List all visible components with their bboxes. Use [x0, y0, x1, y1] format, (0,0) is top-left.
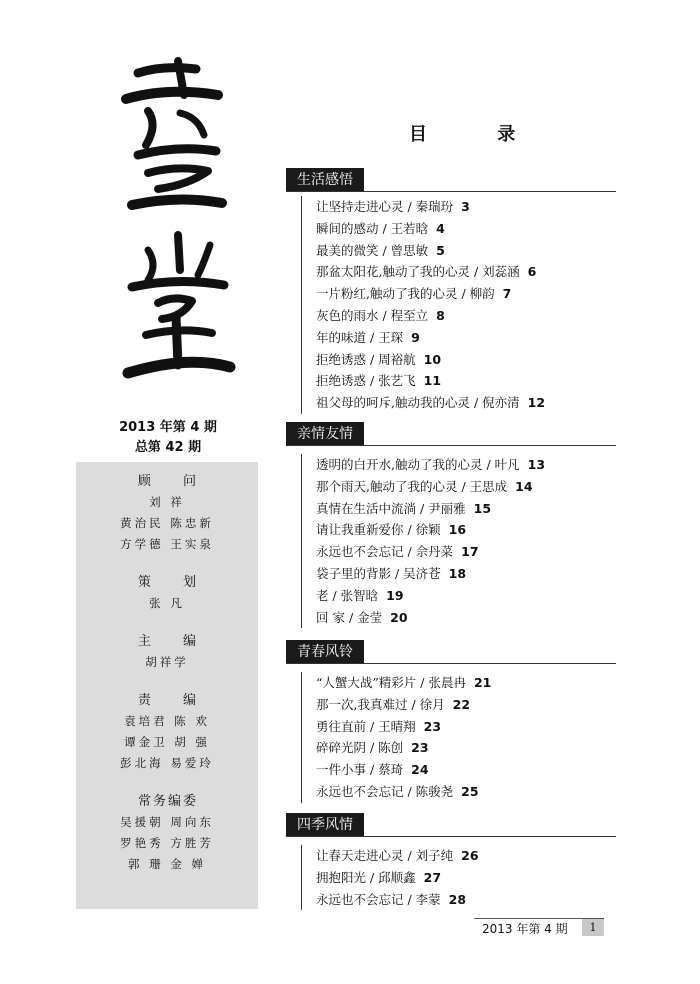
toc-entry[interactable] [316, 563, 596, 585]
entry-page: 28 [448, 891, 467, 907]
toc-entry[interactable] [316, 196, 596, 218]
entry-title: 那一次,我真难过 / 徐月 [316, 696, 445, 712]
issue-total: 总第 42 期 [134, 440, 202, 455]
entry-page: 19 [386, 587, 404, 603]
entry-page: 3 [461, 199, 470, 214]
entry-page: 6 [527, 264, 537, 280]
staff-name: 张 凡 [149, 596, 185, 610]
staff-group-advisors [76, 472, 258, 555]
entry-title: 让春天走进心灵 / 刘子纯 [316, 848, 454, 863]
toc-entry[interactable] [316, 392, 596, 414]
toc-section [286, 168, 596, 414]
toc-entry[interactable] [316, 889, 596, 911]
staff-role: 策 划 [137, 575, 211, 590]
staff-role: 责 编 [137, 693, 211, 708]
toc-entry[interactable] [316, 349, 596, 371]
entry-page: 9 [411, 329, 420, 345]
toc-section [286, 640, 596, 803]
page-footer [474, 918, 604, 936]
section-entries [301, 672, 596, 803]
entry-page: 16 [448, 522, 467, 538]
toc-entry[interactable] [316, 498, 596, 520]
toc-entry[interactable] [316, 519, 596, 541]
entry-title: 透明的白开水,触动了我的心灵 / 叶凡 [316, 457, 520, 472]
entry-title: 祖父母的呵斥,触动我的心灵 / 倪亦清 [316, 395, 520, 411]
entry-page: 24 [411, 762, 429, 778]
entry-title: 一件小事 / 蔡琦 [316, 762, 404, 778]
staff-group-planning [76, 573, 258, 614]
entry-title: 瞬间的感动 / 王若晗 [316, 220, 429, 236]
entry-title: 最美的微笑 / 曾思敏 [316, 242, 429, 258]
entry-title: 碎碎光阴 / 陈创 [316, 740, 404, 756]
staff-name: 袁培君 陈 欢 [124, 714, 210, 728]
section-entries [301, 845, 596, 910]
toc-entry[interactable] [316, 454, 596, 476]
staff-name: 黄治民 陈忠新 [120, 516, 214, 530]
toc-entry[interactable] [316, 867, 596, 889]
staff-name: 罗艳秀 方胜芳 [120, 836, 214, 850]
footer-issue: 2013 年第 4 期 [482, 922, 568, 936]
staff-role: 常务编委 [137, 794, 198, 809]
toc-section [286, 813, 596, 910]
entry-title: “人蟹大战”精彩片 / 张晨冉 [316, 675, 466, 690]
section-divider [286, 836, 616, 837]
toc-entry[interactable] [316, 327, 596, 349]
issue-info [78, 418, 258, 458]
entry-title: 拒绝诱惑 / 周裕航 [316, 351, 416, 367]
entry-page: 23 [423, 718, 442, 734]
toc-entry[interactable] [316, 607, 596, 629]
editorial-staff-box [76, 462, 258, 909]
entry-page: 15 [473, 500, 492, 516]
entry-title: 回 家 / 金莹 [316, 609, 383, 625]
issue-number: 2013 年第 4 期 [119, 420, 217, 435]
entry-page: 18 [448, 565, 467, 581]
toc-entry[interactable] [316, 283, 596, 305]
section-heading: 青春风铃 [286, 640, 364, 664]
entry-page: 26 [461, 848, 479, 863]
toc-entry[interactable] [316, 240, 596, 262]
entry-title: 永远也不会忘记 / 陈骏尧 [316, 783, 454, 799]
staff-name: 郭 珊 金 婵 [128, 857, 206, 871]
staff-name: 刘 祥 [149, 495, 185, 509]
entry-page: 8 [436, 307, 445, 323]
page-number: 1 [582, 919, 604, 936]
entry-title: 灰色的雨水 / 程至立 [316, 307, 429, 323]
entry-page: 25 [461, 783, 479, 799]
entry-page: 21 [473, 675, 492, 690]
entry-title: 拥抱阳光 / 邱顺鑫 [316, 869, 416, 885]
toc-entry[interactable] [316, 716, 596, 738]
entry-title: 那盆太阳花,触动了我的心灵 / 刘蕊涵 [316, 264, 520, 280]
entry-title: 让坚持走进心灵 / 秦瑞玢 [316, 199, 454, 214]
toc-entry[interactable] [316, 476, 596, 498]
toc-entry[interactable] [316, 694, 596, 716]
entry-page: 10 [423, 351, 442, 367]
entry-page: 12 [527, 395, 546, 411]
entry-page: 7 [502, 286, 512, 302]
toc-entry[interactable] [316, 737, 596, 759]
section-heading: 生活感悟 [286, 168, 364, 192]
staff-name: 胡祥学 [145, 655, 189, 669]
staff-role: 顾 问 [137, 474, 211, 489]
section-entries [301, 196, 596, 414]
entry-title: 拒绝诱惑 / 张艺飞 [316, 373, 416, 389]
entry-title: 那个雨天,触动了我的心灵 / 王思成 [316, 478, 508, 494]
staff-name: 彭北海 易爱玲 [120, 756, 214, 770]
entry-page: 20 [390, 609, 408, 625]
toc-entry[interactable] [316, 370, 596, 392]
entry-page: 5 [436, 242, 445, 258]
entry-title: 袋子里的背影 / 吴济苍 [316, 565, 441, 581]
entry-title: 勇往直前 / 王晴翔 [316, 718, 416, 734]
toc-title: 目 录 [409, 124, 548, 145]
entry-title: 永远也不会忘记 / 李蒙 [316, 891, 441, 907]
entry-page: 4 [436, 220, 445, 236]
toc-entry[interactable] [316, 261, 596, 283]
entry-page: 14 [515, 478, 533, 494]
toc-entry[interactable] [316, 845, 596, 867]
staff-name: 方学德 王实泉 [120, 537, 214, 551]
entry-title: 一片粉红,触动了我的心灵 / 柳韵 [316, 286, 495, 302]
masthead-calligraphy-logo [118, 55, 238, 400]
staff-role: 主 编 [137, 634, 211, 649]
entry-title: 年的味道 / 王琛 [316, 329, 404, 345]
entry-page: 13 [527, 457, 546, 472]
staff-name: 谭金卫 胡 强 [124, 735, 210, 749]
toc-entry[interactable] [316, 585, 596, 607]
staff-group-editors [76, 691, 258, 774]
section-entries [301, 454, 596, 628]
toc-entry[interactable] [316, 218, 596, 240]
section-divider [286, 663, 616, 664]
entry-page: 27 [423, 869, 442, 885]
section-heading: 亲情友情 [286, 422, 364, 446]
entry-title: 老 / 张智晗 [316, 587, 379, 603]
toc-entry[interactable] [316, 672, 596, 694]
entry-page: 11 [423, 373, 442, 389]
entry-page: 23 [411, 740, 429, 756]
entry-title: 真情在生活中流淌 / 尹丽雅 [316, 500, 466, 516]
entry-title: 永远也不会忘记 / 佘丹菜 [316, 544, 454, 560]
toc-entry[interactable] [316, 305, 596, 327]
entry-page: 17 [461, 544, 479, 560]
section-divider [286, 191, 616, 192]
entry-title: 请让我重新爱你 / 徐颖 [316, 522, 441, 538]
entry-page: 22 [452, 696, 471, 712]
section-divider [286, 445, 616, 446]
section-heading: 四季风情 [286, 813, 364, 837]
toc-section [286, 422, 596, 628]
staff-group-chief-editor [76, 632, 258, 673]
toc-entry[interactable] [316, 541, 596, 563]
toc-entry[interactable] [316, 781, 596, 803]
staff-name: 吴援朝 周向东 [120, 815, 214, 829]
staff-group-executive-board [76, 792, 258, 875]
toc-entry[interactable] [316, 759, 596, 781]
